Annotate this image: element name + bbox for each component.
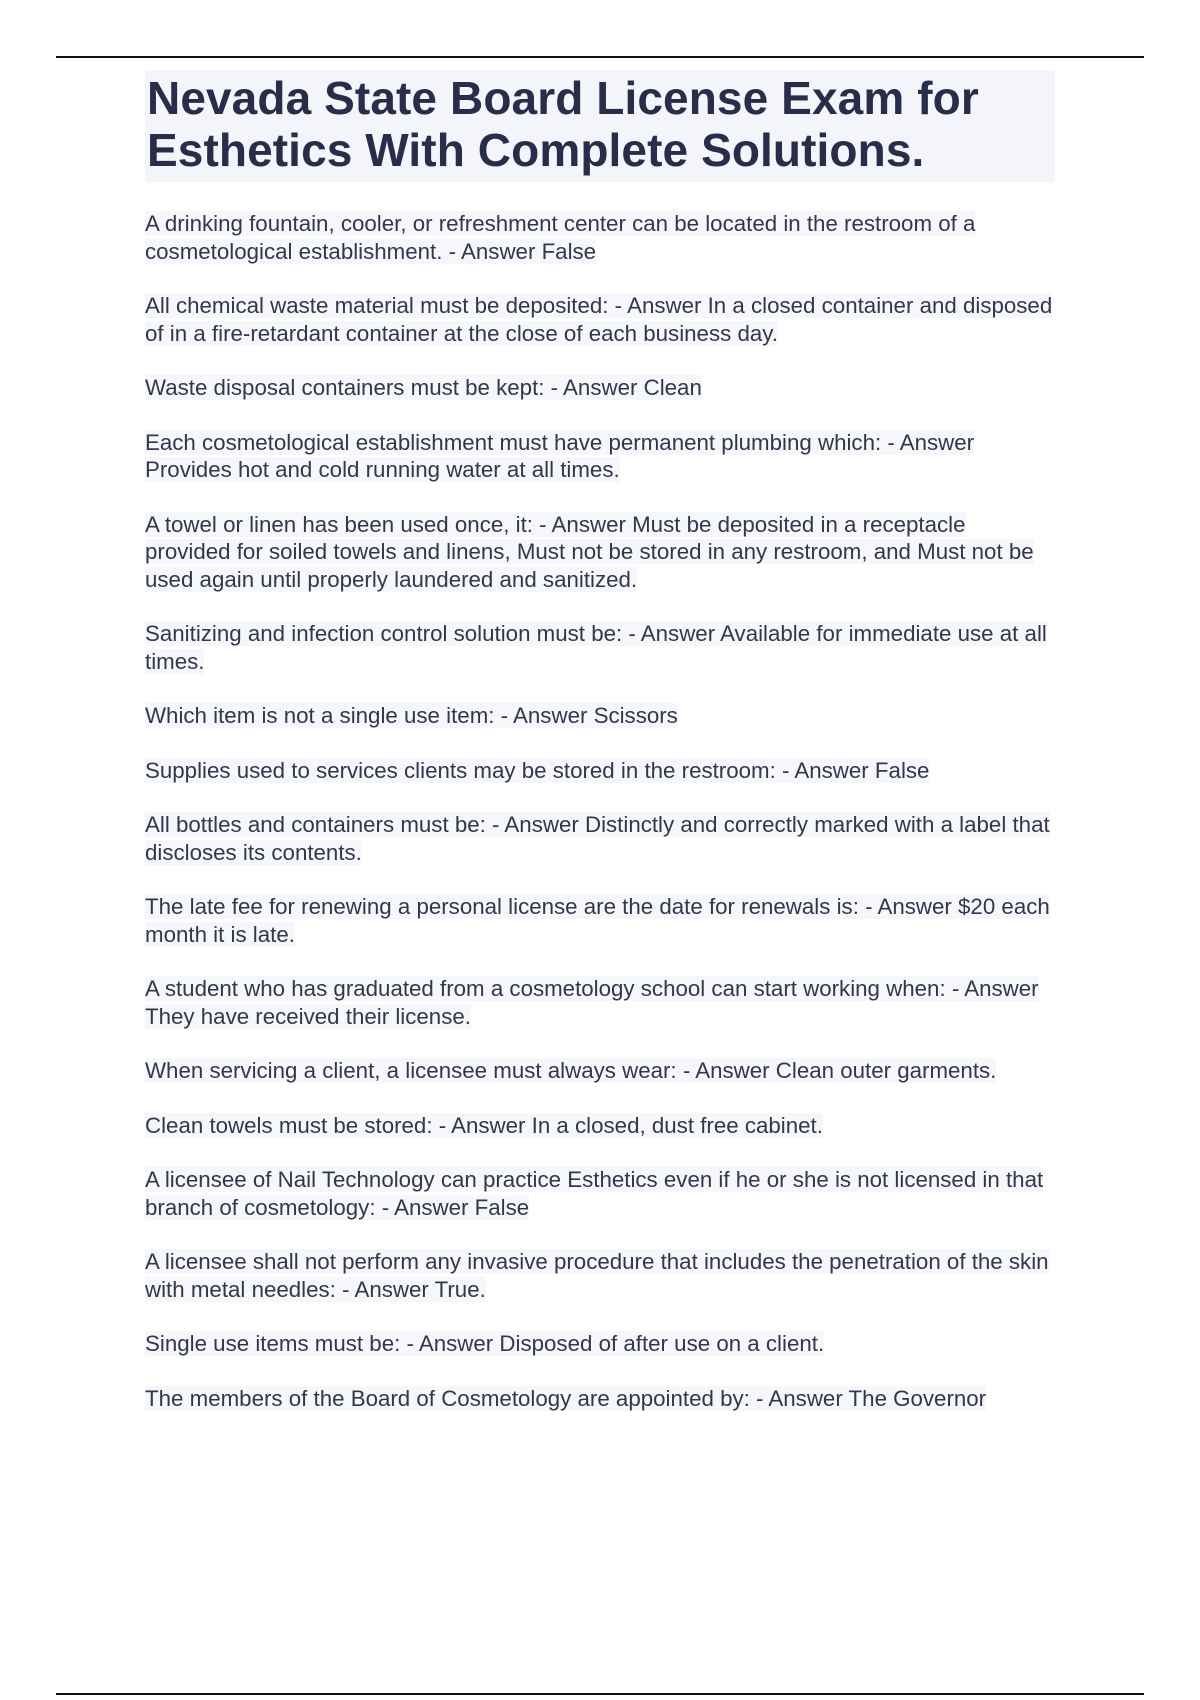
- qa-text: A licensee shall not perform any invasive procedure that includes the penetration of the skin with metal needles: - Answer True.: [145, 1249, 1049, 1302]
- qa-text: All chemical waste material must be deposited: - Answer In a closed container and disposed of in a fire-retardant container at the close of each business day.: [145, 293, 1053, 346]
- qa-text: Which item is not a single use item: - Answer Scissors: [145, 703, 678, 728]
- qa-item: [145, 1166, 1055, 1221]
- bottom-rule: [56, 1693, 1144, 1695]
- document-page: [145, 70, 1055, 1439]
- qa-item: [145, 1385, 1055, 1413]
- qa-item: [145, 975, 1055, 1030]
- document-title: Nevada State Board License Exam for Esthetics With Complete Solutions.: [145, 70, 1055, 182]
- qa-item: [145, 1112, 1055, 1140]
- qa-text: Sanitizing and infection control solution must be: - Answer Available for immediate use at all times.: [145, 621, 1047, 674]
- top-rule: [56, 56, 1144, 58]
- qa-text: Clean towels must be stored: - Answer In a closed, dust free cabinet.: [145, 1112, 823, 1138]
- qa-item: [145, 511, 1055, 594]
- qa-text: All bottles and containers must be: - Answer Distinctly and correctly marked with a label that discloses its contents.: [145, 812, 1050, 865]
- qa-item: [145, 757, 1055, 785]
- qa-item: [145, 1248, 1055, 1303]
- qa-item: [145, 893, 1055, 948]
- qa-text: A drinking fountain, cooler, or refreshment center can be located in the restroom of a cosmetological establishment. - Answer False: [145, 211, 976, 264]
- qa-text: A towel or linen has been used once, it: - Answer Must be deposited in a receptacle provided for soiled towels and linens, Must not be stored in any restroom, and Must not be used again until properly laundered and sanitized.: [145, 511, 1034, 592]
- qa-item: [145, 210, 1055, 265]
- qa-list: [145, 210, 1055, 1412]
- qa-item: [145, 1057, 1055, 1085]
- qa-text: The late fee for renewing a personal license are the date for renewals is: - Answer $20 each month it is late.: [145, 894, 1050, 947]
- qa-text: Each cosmetological establishment must have permanent plumbing which: - Answer Provides hot and cold running water at all times.: [145, 429, 975, 482]
- qa-item: [145, 702, 1055, 730]
- qa-item: [145, 292, 1055, 347]
- qa-item: [145, 620, 1055, 675]
- qa-text: The members of the Board of Cosmetology are appointed by: - Answer The Governor: [145, 1385, 987, 1411]
- qa-text: Waste disposal containers must be kept: - Answer Clean: [145, 375, 702, 400]
- qa-text: Single use items must be: - Answer Disposed of after use on a client.: [145, 1331, 825, 1356]
- qa-text: A student who has graduated from a cosmetology school can start working when: - Answer They have received their license.: [145, 976, 1039, 1029]
- qa-item: [145, 811, 1055, 866]
- qa-item: [145, 374, 1055, 402]
- qa-item: [145, 429, 1055, 484]
- qa-text: A licensee of Nail Technology can practice Esthetics even if he or she is not licensed in that branch of cosmetology: - Answer False: [145, 1167, 1044, 1220]
- qa-text: When servicing a client, a licensee must always wear: - Answer Clean outer garments.: [145, 1058, 997, 1083]
- qa-item: [145, 1330, 1055, 1358]
- qa-text: Supplies used to services clients may be stored in the restroom: - Answer False: [145, 757, 930, 783]
